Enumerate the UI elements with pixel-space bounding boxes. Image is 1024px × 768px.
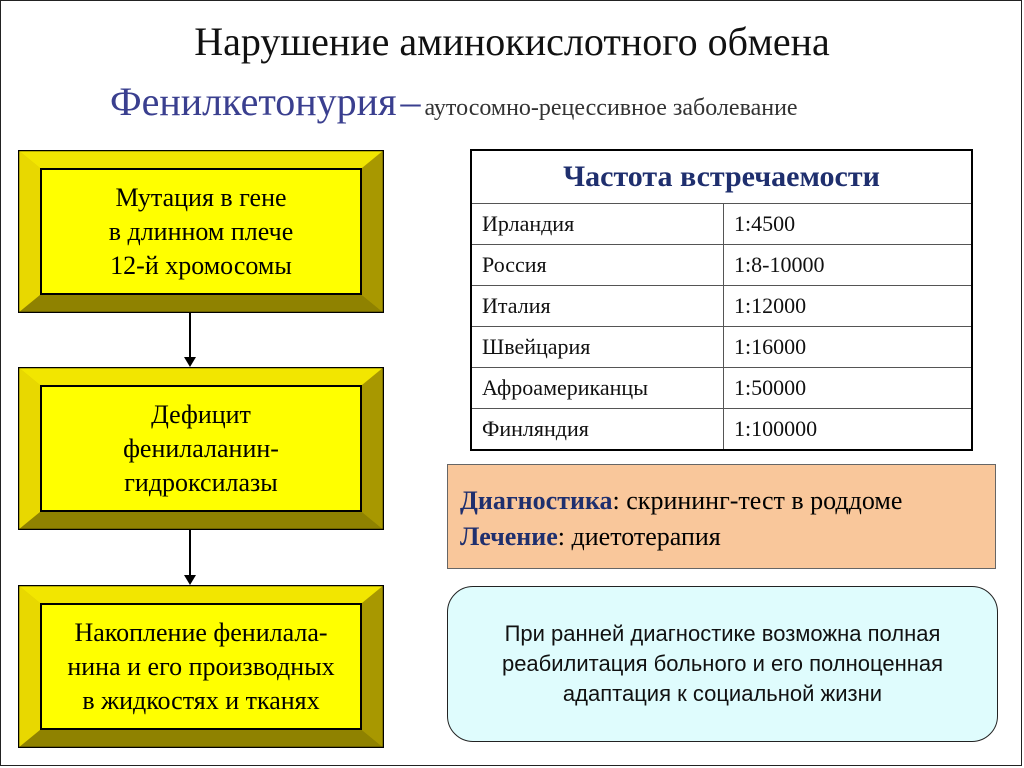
flow-arrow-2: [188, 530, 192, 585]
diagnostics-label: Диагностика: [460, 486, 613, 515]
treatment-line: [460, 519, 995, 555]
flow-box-mutation: [18, 150, 384, 313]
rate-cell: 1:12000: [724, 286, 973, 327]
diagnostics-text: : скрининг-тест в роддоме: [612, 486, 903, 515]
country-cell: Россия: [471, 245, 724, 286]
country-cell: Италия: [471, 286, 724, 327]
flow-arrow-1: [188, 313, 192, 367]
inheritance-type: аутосомно-рецессивное заболевание: [424, 95, 798, 121]
table-row: [471, 204, 972, 245]
rehabilitation-note: При ранней диагностике возможна полная реабилитация больного и его полноценная адаптация к социальной жизни: [447, 586, 998, 742]
rate-cell: 1:50000: [724, 368, 973, 409]
rate-cell: 1:16000: [724, 327, 973, 368]
rate-cell: 1:100000: [724, 409, 973, 451]
table-header: Частота встречаемости: [471, 150, 972, 204]
flow-box-deficiency: [18, 367, 384, 530]
flow-box-deficiency-text: Дефицит фенилаланин- гидроксилазы: [40, 385, 362, 512]
flow-box-accumulation-text: Накопление фенилала- нина и его производных в жидкостях и тканях: [40, 603, 362, 730]
table-row: [471, 409, 972, 451]
treatment-label: Лечение: [460, 522, 558, 551]
flow-box-mutation-text: Мутация в гене в длинном плече 12-й хромосомы: [40, 168, 362, 295]
flow-box-accumulation: [18, 585, 384, 748]
table-row: [471, 245, 972, 286]
table-row: [471, 286, 972, 327]
diagnostics-line: [460, 483, 995, 519]
country-cell: Ирландия: [471, 204, 724, 245]
subtitle-dash: –: [400, 79, 421, 124]
slide-subtitle: [110, 78, 798, 125]
slide-title: Нарушение аминокислотного обмена: [194, 19, 830, 64]
table-row: [471, 368, 972, 409]
frequency-table: [470, 149, 973, 451]
country-cell: Финляндия: [471, 409, 724, 451]
disease-name: Фенилкетонурия: [110, 79, 397, 124]
table-header-row: [471, 150, 972, 204]
rate-cell: 1:8-10000: [724, 245, 973, 286]
table-row: [471, 327, 972, 368]
country-cell: Афроамериканцы: [471, 368, 724, 409]
country-cell: Швейцария: [471, 327, 724, 368]
diagnostics-box: [447, 464, 996, 569]
treatment-text: : диетотерапия: [557, 522, 721, 551]
rate-cell: 1:4500: [724, 204, 973, 245]
